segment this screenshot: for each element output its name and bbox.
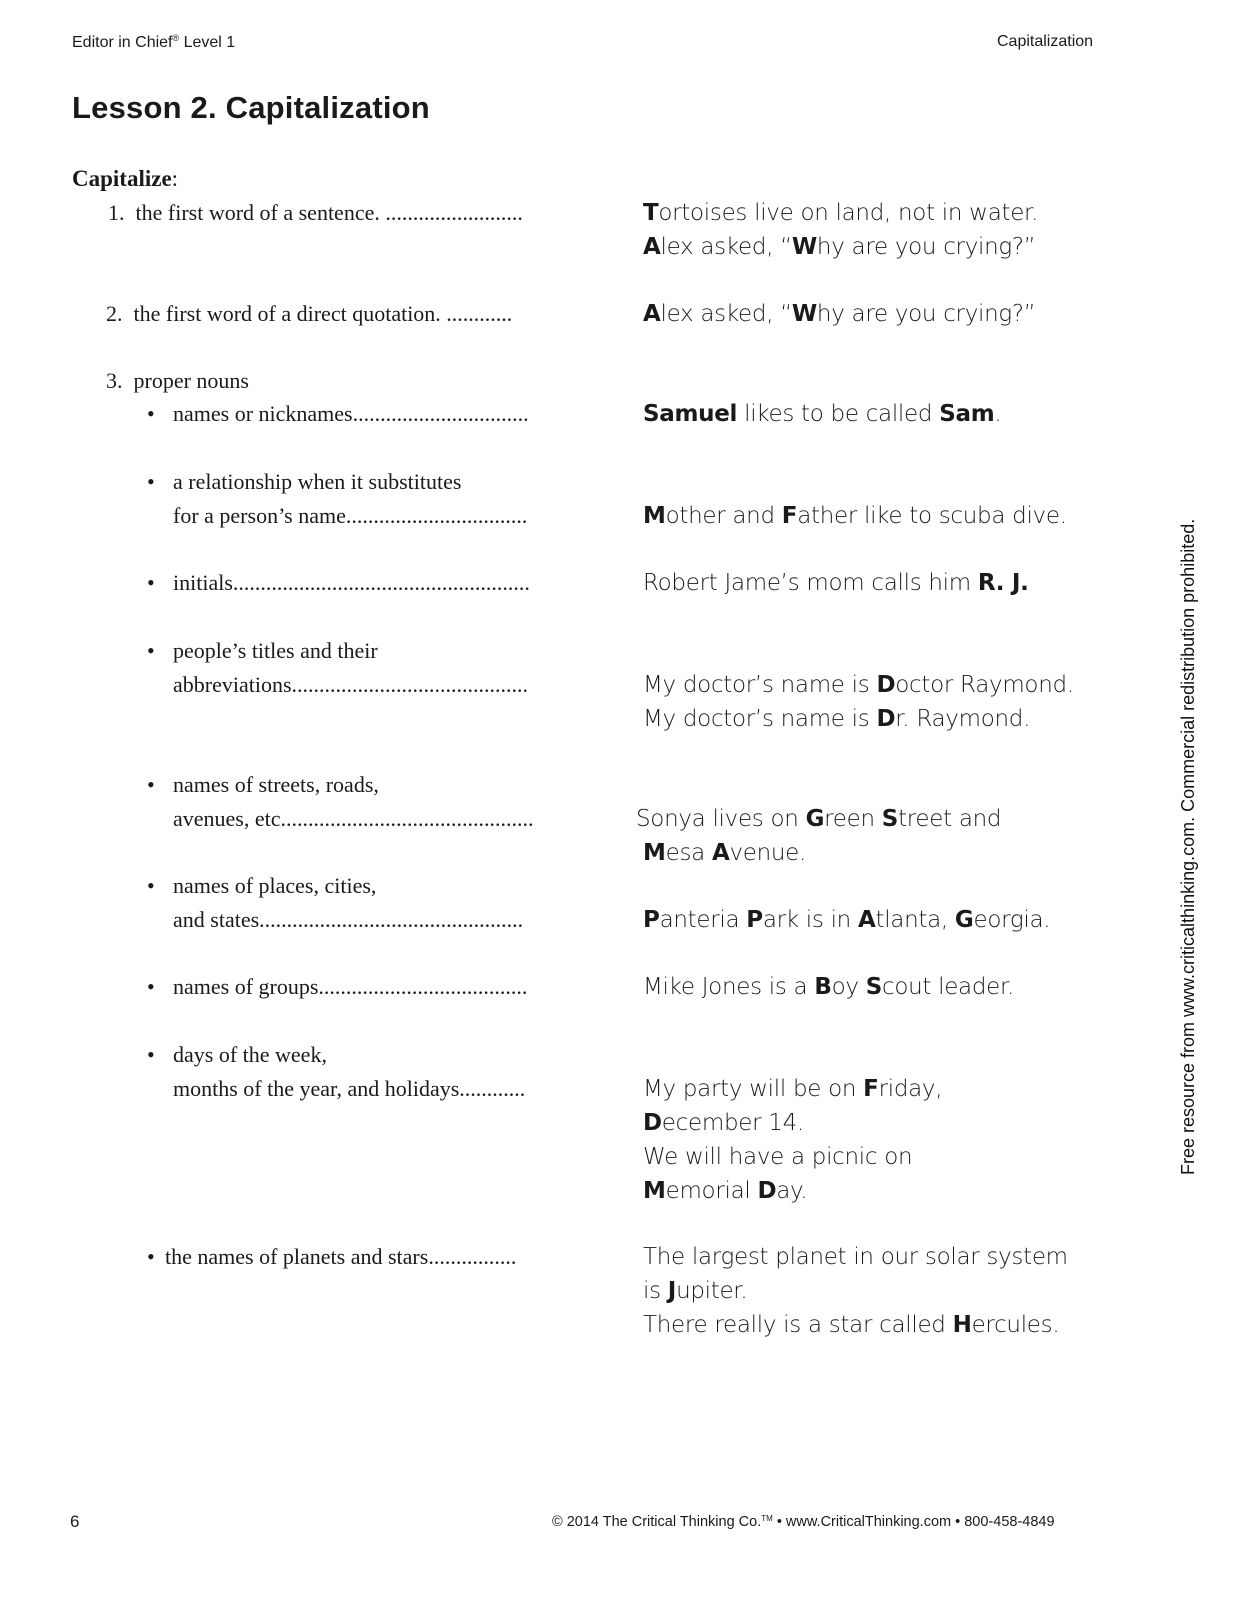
book-title: Editor in Chief — [72, 34, 173, 51]
bullet-icon: • — [147, 401, 155, 426]
subrule-dates-examples — [643, 1072, 942, 1208]
running-header-right: Capitalization — [997, 33, 1094, 50]
capitalized-letter: H — [952, 1312, 972, 1338]
capitalized-letter: G — [954, 907, 974, 933]
example-line: Sonya lives on Green Street and — [636, 806, 1002, 832]
example-line: Mother and Father like to scuba dive. — [643, 503, 1067, 529]
bullet-icon: • — [147, 638, 155, 663]
example-line: Mesa Avenue. — [643, 840, 807, 866]
rule-marker: 2. — [106, 301, 123, 326]
bullet-icon: • — [147, 873, 155, 898]
capitalized-letter: D — [643, 1110, 662, 1136]
example-line: The largest planet in our solar system — [643, 1244, 1068, 1270]
book-level: Level 1 — [179, 34, 236, 51]
rule-text: proper nouns — [133, 368, 249, 393]
example-line: My doctor’s name is Dr. Raymond. — [643, 706, 1031, 732]
example-line: My doctor’s name is Doctor Raymond. — [643, 672, 1074, 698]
example-line: There really is a star called Hercules. — [643, 1312, 1060, 1338]
subrule-streets-examples — [636, 802, 1001, 870]
subrule-relationship-examples — [643, 499, 1067, 533]
subrule-planets-examples — [643, 1240, 1068, 1342]
capitalized-letter: D — [876, 672, 896, 698]
example-line: Alex asked, “Why are you crying?” — [643, 301, 1036, 327]
bullet-icon: • — [147, 1042, 155, 1067]
capitalized-letter: S — [881, 806, 899, 832]
example-line: My party will be on Friday, — [643, 1076, 943, 1102]
rule-text: the first word of a sentence. ......................... — [135, 200, 523, 225]
capitalized-letter: P — [746, 907, 763, 933]
redistribution-notice: Free resource from www.criticalthinking.com. Commercial redistribution prohibited. — [1178, 518, 1198, 1175]
example-line: Samuel likes to be called Sam. — [643, 401, 1002, 427]
capitalized-letter: S — [865, 974, 882, 1000]
capitalized-letter: B — [814, 974, 832, 1000]
bullet-icon: • — [147, 1244, 155, 1269]
subrule-relationship: a relationship when it substitutes for a person’s name................................. — [173, 469, 528, 528]
capitalized-letter: Samuel — [643, 401, 738, 427]
capitalize-label: Capitalize: — [72, 166, 179, 191]
capitalized-letter: M — [643, 1178, 666, 1204]
capitalized-letter: A — [643, 234, 661, 260]
subrule-names: names or nicknames................................ — [173, 401, 529, 426]
example-line: Tortoises live on land, not in water. — [643, 200, 1039, 226]
example-line: December 14. — [643, 1110, 804, 1136]
capitalized-letter: R. J. — [977, 570, 1029, 596]
subrule-titles-examples — [643, 668, 1074, 736]
footer-copyright: © 2014 The Critical Thinking Co.™ • www.CriticalThinking.com • 800-458-4849 — [552, 1514, 1055, 1530]
capitalized-letter: A — [711, 840, 730, 866]
subrule-dates: days of the week, months of the year, and holidays............ — [173, 1042, 526, 1101]
lesson-title: Lesson 2. Capitalization — [72, 90, 430, 125]
rule-text: the first word of a direct quotation. ............ — [133, 301, 513, 326]
capitalized-letter: F — [863, 1076, 879, 1102]
subrule-streets: names of streets, roads, avenues, etc.............................................. — [173, 772, 534, 831]
example-line: is Jupiter. — [643, 1278, 748, 1304]
capitalized-letter: F — [781, 503, 798, 529]
capitalized-letter: M — [643, 840, 666, 866]
example-line: Memorial Day. — [643, 1178, 808, 1204]
rule-marker: 3. — [106, 368, 123, 393]
registered-mark: ® — [172, 33, 180, 43]
rule-1 — [108, 196, 523, 230]
subrule-planets: the names of planets and stars................ — [165, 1244, 517, 1269]
subrule-initials: initials...................................................... — [173, 570, 530, 595]
capitalized-letter: P — [643, 907, 660, 933]
rule-2-examples — [643, 297, 1035, 331]
capitalized-letter: G — [805, 806, 825, 832]
example-line: Panteria Park is in Atlanta, Georgia. — [643, 907, 1051, 933]
bullet-icon: • — [147, 974, 155, 999]
capitalized-letter: A — [643, 301, 661, 327]
capitalized-letter: A — [857, 907, 876, 933]
capitalized-letter: D — [876, 706, 896, 732]
rule-3 — [106, 364, 249, 398]
bullet-icon: • — [147, 570, 155, 595]
bullet-icon: • — [147, 772, 155, 797]
trademark-mark: TM — [761, 1514, 773, 1523]
running-header-left — [72, 33, 235, 52]
subrule-places: names of places, cities, and states................................................ — [173, 873, 524, 932]
rule-1-examples — [643, 196, 1038, 264]
subrule-names-examples — [643, 397, 1001, 431]
example-line: Robert Jame’s mom calls him R. J. — [643, 570, 1029, 596]
subrule-initials-examples — [643, 566, 1029, 600]
subrule-places-examples — [643, 903, 1050, 937]
example-line: Alex asked, “Why are you crying?” — [643, 234, 1036, 260]
bullet-icon: • — [147, 469, 155, 494]
capitalized-letter: W — [791, 234, 817, 260]
capitalized-letter: Sam — [939, 401, 995, 427]
capitalized-letter: T — [643, 200, 659, 226]
capitalized-letter: W — [791, 301, 817, 327]
subrule-groups: names of groups...................................... — [173, 974, 528, 999]
capitalized-letter: D — [757, 1178, 777, 1204]
capitalized-letter: J — [667, 1278, 677, 1304]
capitalized-letter: M — [643, 503, 666, 529]
example-line: We will have a picnic on — [643, 1144, 913, 1170]
subrule-titles: people’s titles and their abbreviations........................................... — [173, 638, 529, 697]
page-number: 6 — [70, 1512, 80, 1531]
example-line: Mike Jones is a Boy Scout leader. — [643, 974, 1015, 1000]
rule-marker: 1. — [108, 200, 125, 225]
rule-2 — [106, 297, 512, 331]
subrule-groups-examples — [643, 970, 1014, 1004]
